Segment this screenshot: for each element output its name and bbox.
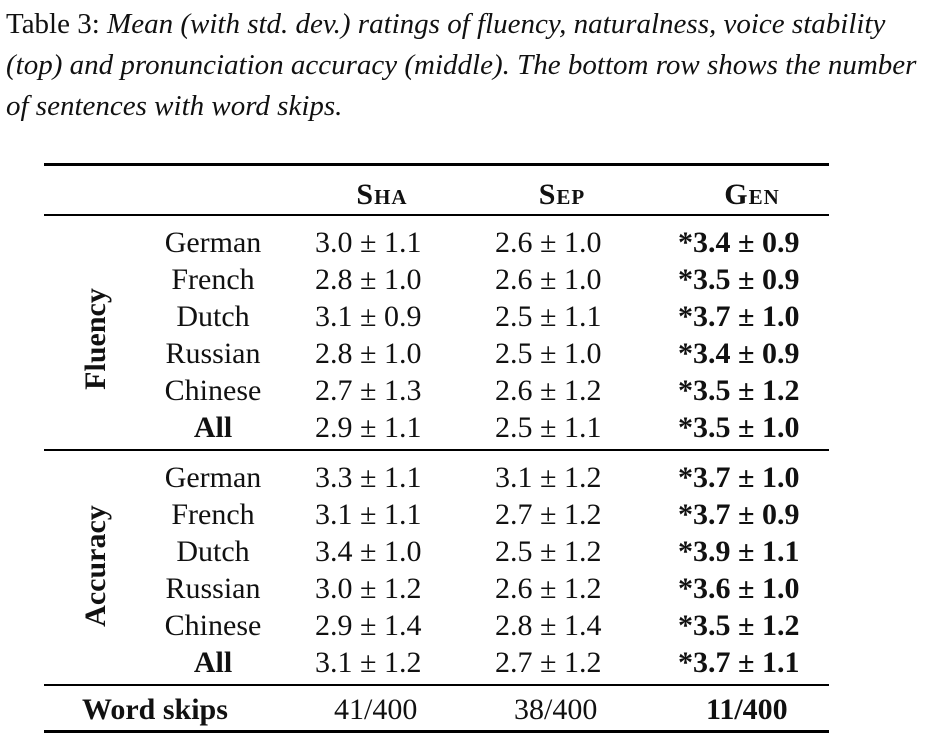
cell-gen: *3.4 ± 0.9 [678, 226, 800, 259]
row-language: French [171, 263, 255, 296]
cell-sha: 3.0 ± 1.2 [315, 572, 422, 605]
cell-sha: 2.7 ± 1.3 [315, 374, 422, 407]
cell-sep: 2.6 ± 1.0 [495, 226, 602, 259]
cell-sha: 3.3 ± 1.1 [315, 461, 422, 494]
header-gen: Gen [724, 178, 780, 211]
word-skips-row [0, 690, 926, 730]
table-row [0, 261, 926, 298]
cell-gen: *3.9 ± 1.1 [678, 535, 800, 568]
cell-gen: *3.6 ± 1.0 [678, 572, 800, 605]
cell-gen: *3.7 ± 1.1 [678, 646, 800, 679]
row-language: Russian [165, 572, 261, 605]
cell-gen: *3.5 ± 0.9 [678, 263, 800, 296]
cell-gen: *3.4 ± 0.9 [678, 337, 800, 370]
cell-gen: *3.7 ± 1.0 [678, 300, 800, 333]
row-language: Chinese [164, 374, 262, 407]
skips-rule [44, 684, 829, 686]
cell-sha: 3.1 ± 1.1 [315, 498, 422, 531]
cell-sep: 2.6 ± 1.0 [495, 263, 602, 296]
row-language: German [164, 226, 262, 259]
cell-sep: 2.7 ± 1.2 [495, 646, 602, 679]
cell-gen: *3.5 ± 1.0 [678, 411, 800, 444]
cell-sep: 2.6 ± 1.2 [495, 572, 602, 605]
table-row [0, 570, 926, 607]
group-label-fluency: Fluency [79, 288, 112, 390]
row-language: All [193, 411, 233, 444]
cell-sep: 3.1 ± 1.2 [495, 461, 602, 494]
cell-sep: 2.7 ± 1.2 [495, 498, 602, 531]
cell-sha: 3.1 ± 0.9 [315, 300, 422, 333]
cell-sha: 3.1 ± 1.2 [315, 646, 422, 679]
cell-sep: 2.5 ± 1.0 [495, 337, 602, 370]
top-rule [44, 163, 829, 166]
table-row [0, 298, 926, 335]
table-row [0, 372, 926, 409]
table-row [0, 644, 926, 681]
cell-gen: *3.5 ± 1.2 [678, 374, 800, 407]
table-row [0, 607, 926, 644]
cell-sha: 3.4 ± 1.0 [315, 535, 422, 568]
cell-sep: 2.6 ± 1.2 [495, 374, 602, 407]
word-skips-sep: 38/400 [514, 693, 598, 726]
row-language: All [193, 646, 233, 679]
cell-sha: 3.0 ± 1.1 [315, 226, 422, 259]
word-skips-gen: 11/400 [706, 693, 788, 726]
table-row [0, 533, 926, 570]
cell-sep: 2.5 ± 1.1 [495, 300, 602, 333]
table-caption [6, 4, 918, 127]
table-row [0, 224, 926, 261]
row-language: Russian [165, 337, 261, 370]
cell-gen: *3.7 ± 0.9 [678, 498, 800, 531]
cell-gen: *3.7 ± 1.0 [678, 461, 800, 494]
row-language: Chinese [164, 609, 262, 642]
group-rule [44, 449, 829, 451]
table-row [0, 335, 926, 372]
header-rule [44, 214, 829, 216]
bottom-rule [44, 730, 829, 733]
word-skips-label: Word skips [82, 693, 228, 726]
row-language: Dutch [176, 535, 250, 568]
caption-text: Mean (with std. dev.) ratings of fluency, naturalness, voice stability (top) and pronunciation accuracy (middle). The bottom row shows the number of sentences with word skips. [6, 8, 917, 122]
row-language: German [164, 461, 262, 494]
cell-sha: 2.9 ± 1.4 [315, 609, 422, 642]
header-sep: Sep [538, 178, 586, 211]
table-row [0, 496, 926, 533]
word-skips-sha: 41/400 [334, 693, 418, 726]
cell-sep: 2.8 ± 1.4 [495, 609, 602, 642]
cell-sep: 2.5 ± 1.2 [495, 535, 602, 568]
table-row [0, 459, 926, 496]
header-sha: Sha [356, 178, 408, 211]
caption-lead: Table 3: [6, 8, 108, 40]
cell-sep: 2.5 ± 1.1 [495, 411, 602, 444]
cell-gen: *3.5 ± 1.2 [678, 609, 800, 642]
cell-sha: 2.8 ± 1.0 [315, 337, 422, 370]
row-language: French [171, 498, 255, 531]
cell-sha: 2.8 ± 1.0 [315, 263, 422, 296]
table-row [0, 409, 926, 446]
group-label-accuracy: Accuracy [79, 505, 112, 627]
cell-sha: 2.9 ± 1.1 [315, 411, 422, 444]
row-language: Dutch [176, 300, 250, 333]
